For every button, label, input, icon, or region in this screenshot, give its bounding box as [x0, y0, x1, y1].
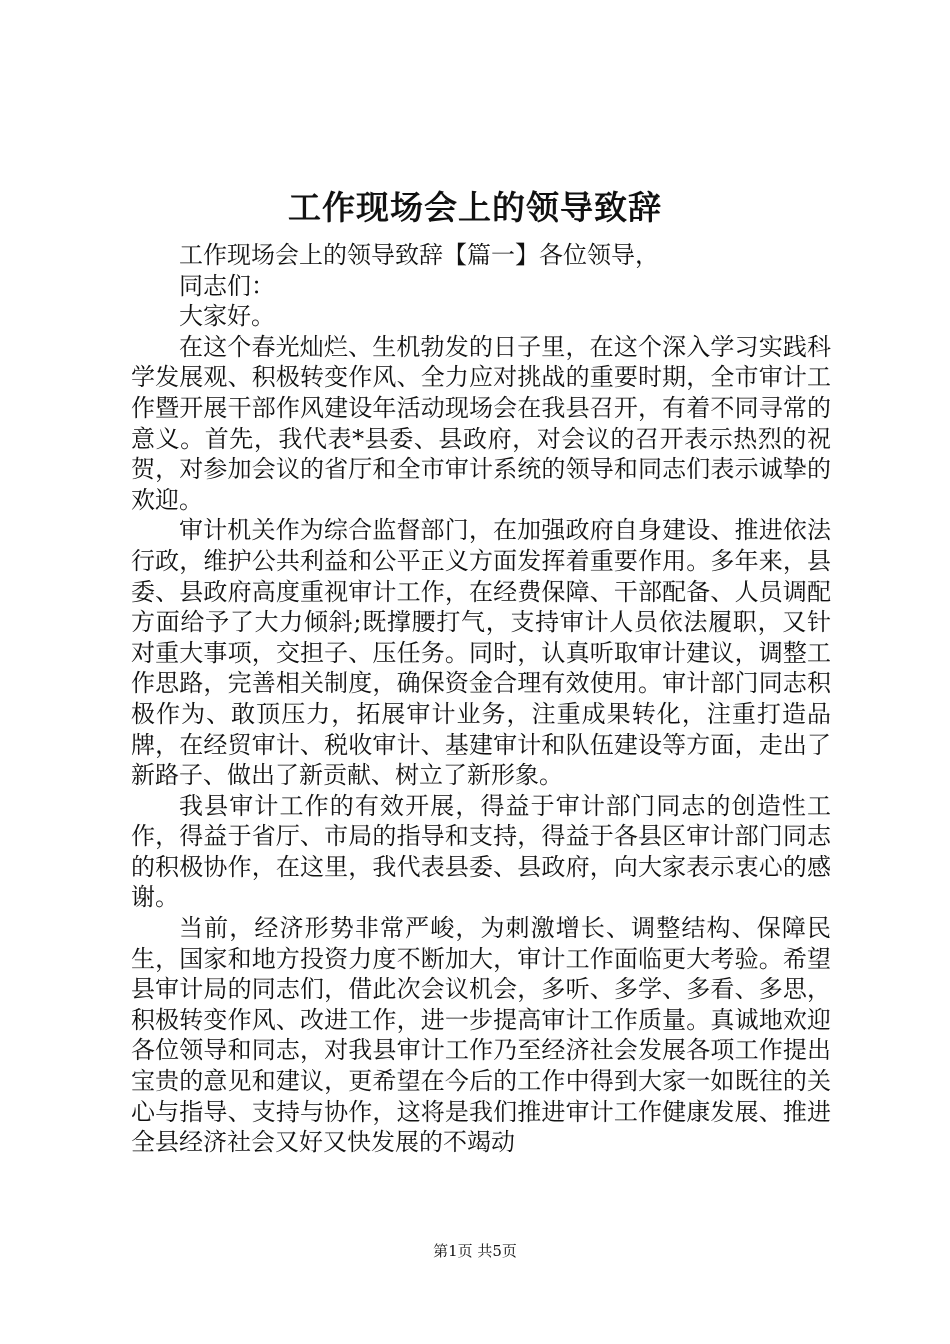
paragraph-outlook: 当前，经济形势非常严峻，为刺激增长、调整结构、保障民生，国家和地方投资力度不断加大，审计工作面临更大考验。希望县审计局的同志们，借此次会议机会，多听、多学、多看、多思，积极转变作风、改进工作，进一步提高审计工作质量。真诚地欢迎各位领导和同志，对我县审计工作乃至经济社会发展各项工作提出宝贵的意见和建议，更希望在今后的工作中得到大家一如既往的关心与指导、支持与协作，这将是我们推进审计工作健康发展、推进全县经济社会又好又快发展的不竭动	[131, 914, 831, 1157]
document-title: 工作现场会上的领导致辞	[288, 188, 662, 227]
document-body	[131, 240, 831, 1158]
paragraph-audit-role: 审计机关作为综合监督部门，在加强政府自身建设、推进依法行政，维护公共利益和公平正义方面发挥着重要作用。多年来，县委、县政府高度重视审计工作，在经费保障、干部配备、人员调配方面给予了大力倾斜;既撑腰打气，支持审计人员依法履职，又针对重大事项，交担子、压任务。同时，认真听取审计建议，调整工作思路，完善相关制度，确保资金合理有效使用。审计部门同志积极作为、敢顶压力，拓展审计业务，注重成果转化，注重打造品牌，在经贸审计、税收审计、基建审计和队伍建设等方面，走出了新路子、做出了新贡献、树立了新形象。	[131, 516, 831, 790]
paragraph-salutation: 同志们：	[179, 271, 275, 300]
paragraph-greeting: 大家好。	[179, 302, 275, 331]
paragraph-opening: 工作现场会上的领导致辞【篇一】各位领导，	[179, 241, 659, 269]
paragraph-welcome: 在这个春光灿烂、生机勃发的日子里，在这个深入学习实践科学发展观、积极转变作风、全力应对挑战的重要时期，全市审计工作暨开展干部作风建设年活动现场会在我县召开，有着不同寻常的意义。首先，我代表*县委、县政府，对会议的召开表示热烈的祝贺，对参加会议的省厅和全市审计系统的领导和同志们表示诚挚的欢迎。	[131, 332, 831, 514]
page-number-footer: 第1页 共5页	[433, 1242, 517, 1260]
paragraph-thanks: 我县审计工作的有效开展，得益于审计部门同志的创造性工作，得益于省厅、市局的指导和支持，得益于各县区审计部门同志的积极协作，在这里，我代表县委、县政府，向大家表示衷心的感谢。	[131, 791, 831, 912]
